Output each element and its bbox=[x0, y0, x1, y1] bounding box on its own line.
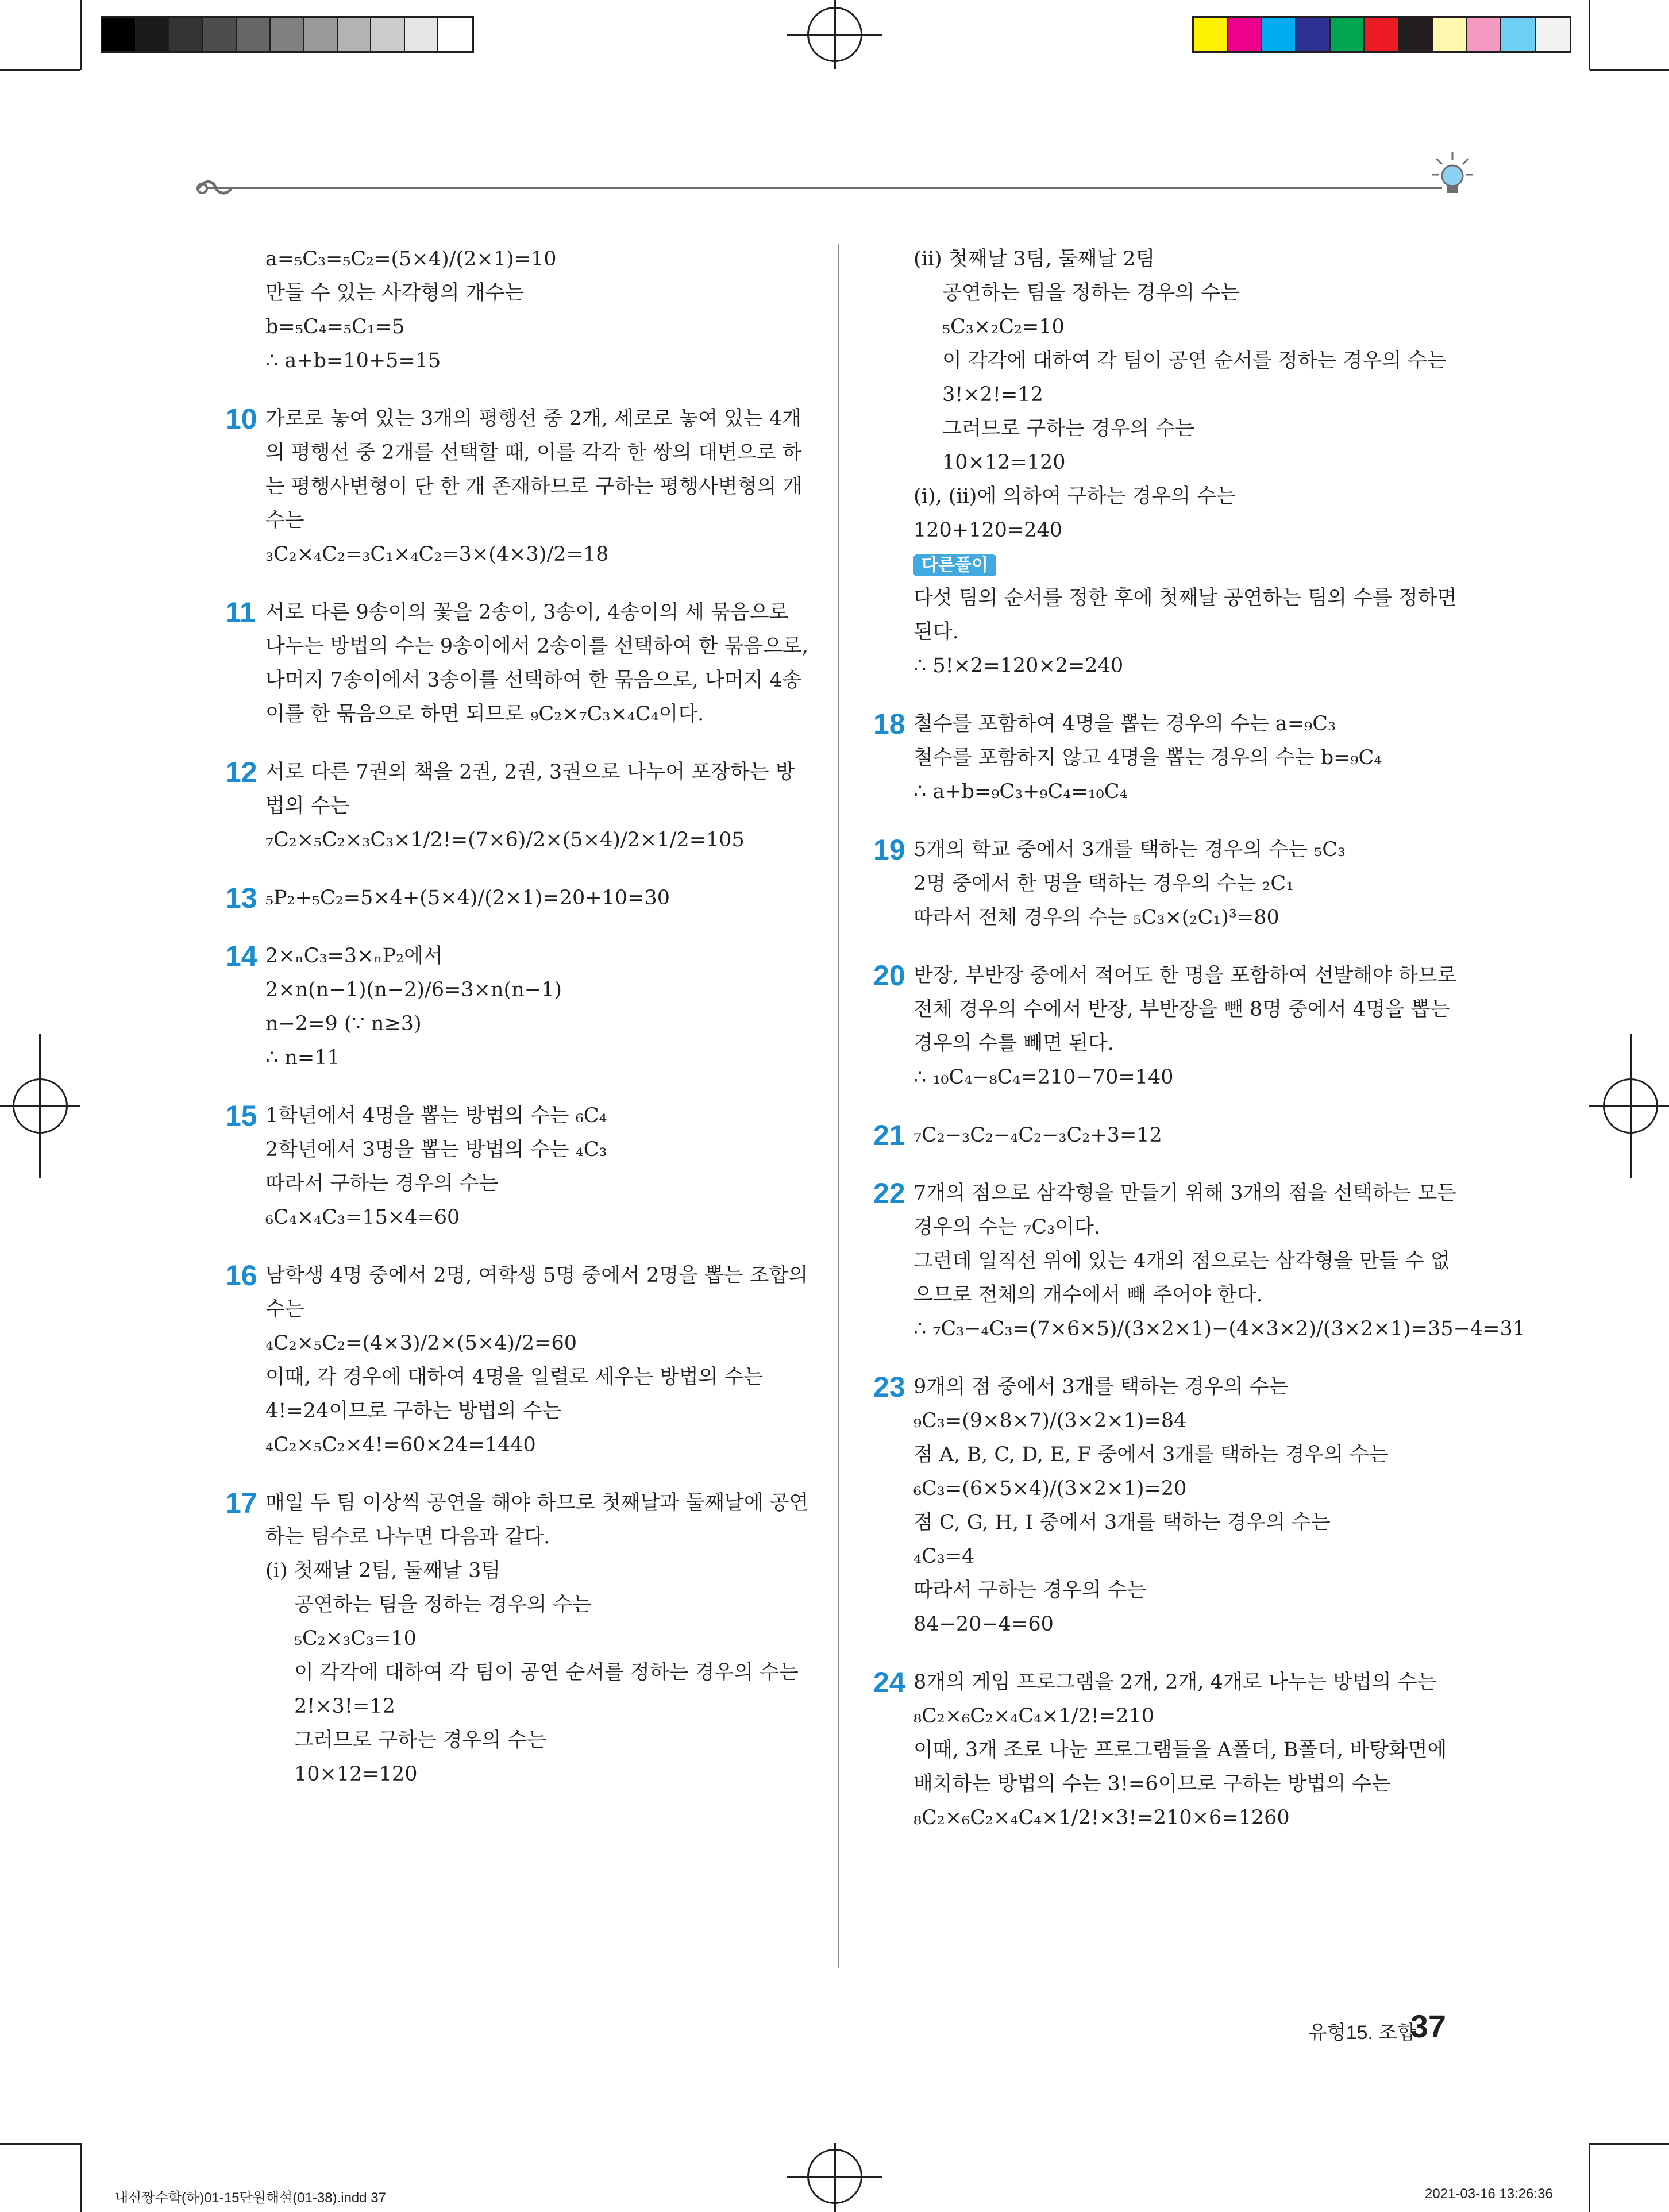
problem-17-continuation bbox=[873, 242, 1457, 683]
solution-line: ₅C₂×₃C₃=10 bbox=[294, 1627, 417, 1650]
intro-line: 만들 수 있는 사각형의 개수는 bbox=[265, 282, 525, 305]
solution-line: 의 평행선 중 2개를 선택할 때, 이를 각각 한 쌍의 대변으로 하 bbox=[265, 441, 802, 464]
solution-line: 그런데 일직선 위에 있는 4개의 점으로는 삼각형을 만들 수 없 bbox=[913, 1250, 1450, 1273]
solution-line: 10×12=120 bbox=[942, 451, 1066, 474]
problem-22 bbox=[873, 1177, 1526, 1346]
problem-15 bbox=[225, 1099, 811, 1235]
color-swatch bbox=[1433, 18, 1467, 51]
intro-line: a=₅C₃=₅C₂=(5×4)/(2×1)=10 bbox=[265, 248, 557, 271]
problem-number: 19 bbox=[873, 834, 905, 866]
crop-mark-top-right-horizontal bbox=[1590, 69, 1669, 71]
solution-line: 경우의 수를 빼면 된다. bbox=[913, 1032, 1114, 1055]
solution-line: ∴ a+b=₉C₃+₉C₄=₁₀C₄ bbox=[913, 780, 1128, 803]
solution-line: 가로로 놓여 있는 3개의 평행선 중 2개, 세로로 놓여 있는 4개 bbox=[265, 407, 802, 430]
solution-line: ₈C₂×₆C₂×₄C₄×1/2!×3!=210×6=1260 bbox=[913, 1806, 1290, 1829]
solution-line: 그러므로 구하는 경우의 수는 bbox=[942, 417, 1195, 440]
solution-line: 경우의 수는 ₇C₃이다. bbox=[913, 1216, 1100, 1239]
solution-line: 따라서 전체 경우의 수는 ₅C₃×(₂C₁)³=80 bbox=[913, 906, 1279, 929]
solution-line: 는 평행사변형이 단 한 개 존재하므로 구하는 평행사변형의 개 bbox=[265, 475, 803, 498]
registration-mark-bottom-v bbox=[834, 2143, 836, 2212]
solution-line: (i), (ii)에 의하여 구하는 경우의 수는 bbox=[913, 485, 1236, 508]
solution-line: ₇C₂−₃C₂−₄C₂−₃C₂+3=12 bbox=[913, 1124, 1162, 1147]
color-swatch bbox=[1331, 18, 1365, 51]
solution-line: ∴ ₁₀C₄−₈C₄=210−70=140 bbox=[913, 1066, 1174, 1089]
solution-line: ₉C₃=(9×8×7)/(3×2×1)=84 bbox=[913, 1409, 1187, 1432]
crop-mark-bottom-left-horizontal bbox=[0, 2143, 80, 2145]
solution-line: ₆C₄×₄C₃=15×4=60 bbox=[265, 1206, 460, 1229]
solution-line: 이때, 3개 조로 나눈 프로그램들을 A폴더, B폴더, 바탕화면에 bbox=[913, 1739, 1447, 1762]
problem-14 bbox=[225, 939, 811, 1075]
intro-line: ∴ a+b=10+5=15 bbox=[265, 349, 441, 372]
solution-line: n−2=9 (∵ n≥3) bbox=[265, 1012, 422, 1035]
gray-swatch bbox=[338, 18, 372, 51]
problem-number: 15 bbox=[225, 1100, 257, 1132]
solution-line: ₆C₃=(6×5×4)/(3×2×1)=20 bbox=[913, 1477, 1187, 1500]
solution-line: 5개의 학교 중에서 3개를 택하는 경우의 수는 ₅C₃ bbox=[913, 838, 1346, 861]
problem-11 bbox=[225, 596, 811, 731]
right-problem-list bbox=[873, 707, 1526, 1835]
solution-line: 법의 수는 bbox=[265, 795, 350, 818]
registration-mark-top-v bbox=[834, 0, 836, 69]
registration-mark-right-v bbox=[1630, 1034, 1632, 1178]
solution-line: 수는 bbox=[265, 509, 304, 532]
gray-swatch bbox=[237, 18, 271, 51]
section-label: 유형15. 조합 bbox=[1308, 2022, 1416, 2044]
problem-number: 14 bbox=[225, 940, 257, 972]
solution-line: 배치하는 방법의 수는 3!=6이므로 구하는 방법의 수는 bbox=[913, 1772, 1391, 1795]
solution-line: 120+120=240 bbox=[913, 519, 1063, 542]
problem-23 bbox=[873, 1370, 1454, 1641]
color-swatch bbox=[1467, 18, 1501, 51]
paperclip-icon bbox=[195, 177, 236, 200]
problem-number: 13 bbox=[225, 882, 257, 914]
solution-line: ∴ 5!×2=120×2=240 bbox=[913, 654, 1124, 677]
solution-line: ₃C₂×₄C₂=₃C₁×₄C₂=3×(4×3)/2=18 bbox=[265, 543, 609, 566]
gray-swatch bbox=[304, 18, 338, 51]
solution-line: 1학년에서 4명을 뽑는 방법의 수는 ₆C₄ bbox=[265, 1104, 607, 1127]
problem-17 bbox=[225, 1486, 811, 1791]
alternate-solution-badge: 다른풀이 bbox=[913, 554, 996, 576]
intro-line: b=₅C₄=₅C₁=5 bbox=[265, 315, 405, 338]
solution-line: 그러므로 구하는 경우의 수는 bbox=[294, 1729, 547, 1752]
solution-line: ₇C₂×₅C₂×₃C₃×1/2!=(7×6)/2×(5×4)/2×1/2=105 bbox=[265, 828, 745, 851]
crop-mark-bottom-right-horizontal bbox=[1590, 2143, 1669, 2145]
crop-mark-top-left-vertical bbox=[80, 0, 82, 70]
case-label: (ii) 첫째날 3팀, 둘째날 2팀 bbox=[913, 248, 1155, 271]
solution-line: ₅P₂+₅C₂=5×4+(5×4)/(2×1)=20+10=30 bbox=[265, 887, 670, 910]
color-swatch bbox=[1194, 18, 1228, 51]
intro-block bbox=[225, 242, 811, 378]
crop-mark-top-left-horizontal bbox=[0, 69, 80, 71]
crop-mark-bottom-left-vertical bbox=[80, 2143, 82, 2212]
solution-line: 8개의 게임 프로그램을 2개, 2개, 4개로 나누는 방법의 수는 bbox=[913, 1671, 1437, 1694]
problem-24 bbox=[873, 1666, 1454, 1835]
solution-line: 이를 한 묶음으로 하면 되므로 ₉C₂×₇C₃×₄C₄이다. bbox=[265, 703, 704, 726]
solution-line: ∴ ₇C₃−₄C₃=(7×6×5)/(3×2×1)−(4×3×2)/(3×2×1)=35−4=31 bbox=[913, 1317, 1526, 1340]
cmyk-color-bar bbox=[1192, 16, 1571, 53]
solution-line: 이 각각에 대하여 각 팀이 공연 순서를 정하는 경우의 수는 bbox=[294, 1661, 799, 1684]
solution-line: 다섯 팀의 순서를 정한 후에 첫째날 공연하는 팀의 수를 정하면 bbox=[913, 587, 1457, 610]
solution-line: 매일 두 팀 이상씩 공연을 해야 하므로 첫째날과 둘째날에 공연 bbox=[265, 1492, 809, 1515]
solution-line: 2×n(n−1)(n−2)/6=3×n(n−1) bbox=[265, 978, 562, 1001]
problem-number: 16 bbox=[225, 1259, 257, 1292]
solution-line: ₄C₂×₅C₂×4!=60×24=1440 bbox=[265, 1433, 536, 1456]
column-divider bbox=[838, 244, 839, 1968]
solution-line: 3!×2!=12 bbox=[942, 383, 1043, 406]
print-timestamp: 2021-03-16 13:26:36 bbox=[1425, 2186, 1553, 2202]
gray-swatch bbox=[136, 18, 170, 51]
solution-line: 10×12=120 bbox=[294, 1763, 418, 1786]
problem-20 bbox=[873, 959, 1457, 1095]
gray-swatch bbox=[102, 18, 136, 51]
left-problem-list bbox=[225, 402, 811, 1791]
solution-line: (i) 첫째날 2팀, 둘째날 3팀 bbox=[265, 1559, 501, 1582]
header-rule bbox=[207, 187, 1442, 189]
solution-line: 2!×3!=12 bbox=[294, 1695, 395, 1718]
registration-mark-left-v bbox=[39, 1034, 41, 1178]
color-swatch bbox=[1228, 18, 1262, 51]
left-column bbox=[225, 242, 811, 1816]
problem-number: 21 bbox=[873, 1119, 905, 1151]
problem-number: 10 bbox=[225, 403, 257, 435]
solution-line: 점 A, B, C, D, E, F 중에서 3개를 택하는 경우의 수는 bbox=[913, 1443, 1389, 1466]
solution-line: 따라서 구하는 경우의 수는 bbox=[265, 1172, 499, 1195]
gray-swatch bbox=[169, 18, 203, 51]
problem-number: 17 bbox=[225, 1487, 257, 1519]
problem-10 bbox=[225, 402, 811, 572]
problem-18 bbox=[873, 707, 1454, 809]
gray-swatch bbox=[405, 18, 439, 51]
color-swatch bbox=[1399, 18, 1433, 51]
crop-mark-top-right-vertical bbox=[1589, 0, 1590, 70]
gray-swatch bbox=[203, 18, 237, 51]
problem-number: 22 bbox=[873, 1177, 905, 1209]
color-swatch bbox=[1501, 18, 1535, 51]
solution-line: 공연하는 팀을 정하는 경우의 수는 bbox=[942, 282, 1240, 305]
color-swatch bbox=[1262, 18, 1296, 51]
page-number: 37 bbox=[1410, 2008, 1446, 2044]
solution-line: 이 각각에 대하여 각 팀이 공연 순서를 정하는 경우의 수는 bbox=[942, 349, 1447, 372]
solution-line: 반장, 부반장 중에서 적어도 한 명을 포함하여 선발해야 하므로 bbox=[913, 964, 1457, 987]
solution-line: ₈C₂×₆C₂×₄C₄×1/2!=210 bbox=[913, 1705, 1155, 1728]
registration-mark-right-h bbox=[1589, 1105, 1669, 1107]
color-swatch bbox=[1296, 18, 1330, 51]
solution-line: 된다. bbox=[913, 621, 959, 643]
solution-line: 서로 다른 9송이의 꽃을 2송이, 3송이, 4송이의 세 묶음으로 bbox=[265, 601, 789, 624]
gray-swatch bbox=[271, 18, 304, 51]
problem-number: 11 bbox=[225, 596, 256, 629]
solution-line: 철수를 포함하지 않고 4명을 뽑는 경우의 수는 b=₉C₄ bbox=[913, 746, 1382, 769]
solution-line: ₄C₃=4 bbox=[913, 1545, 975, 1568]
solution-line: 점 C, G, H, I 중에서 3개를 택하는 경우의 수는 bbox=[913, 1511, 1331, 1534]
solution-line: 철수를 포함하여 4명을 뽑는 경우의 수는 a=₉C₃ bbox=[913, 712, 1336, 735]
problem-19 bbox=[873, 833, 1454, 935]
problem-number: 18 bbox=[873, 708, 905, 740]
solution-line: 7개의 점으로 삼각형을 만들기 위해 3개의 점을 선택하는 모든 bbox=[913, 1182, 1456, 1205]
solution-line: ₅C₃×₂C₂=10 bbox=[942, 315, 1065, 338]
solution-line: 2×ₙC₃=3×ₙP₂에서 bbox=[265, 945, 443, 968]
solution-line: 2학년에서 3명을 뽑는 방법의 수는 ₄C₃ bbox=[265, 1138, 607, 1161]
solution-line: 으므로 전체의 개수에서 빼 주어야 한다. bbox=[913, 1284, 1263, 1307]
color-swatch bbox=[1365, 18, 1398, 51]
problem-12 bbox=[225, 756, 811, 857]
solution-line: 따라서 구하는 경우의 수는 bbox=[913, 1579, 1147, 1602]
solution-line: 하는 팀수로 나누면 다음과 같다. bbox=[265, 1525, 550, 1548]
right-column bbox=[873, 242, 1526, 1859]
problem-number: 24 bbox=[873, 1666, 905, 1698]
solution-line: 84−20−4=60 bbox=[913, 1613, 1054, 1636]
solution-line: 나누는 방법의 수는 9송이에서 2송이를 선택하여 한 묶음으로, bbox=[265, 635, 808, 658]
solution-line: 4!=24이므로 구하는 방법의 수는 bbox=[265, 1400, 562, 1423]
problem-13 bbox=[225, 881, 811, 915]
solution-line: 공연하는 팀을 정하는 경우의 수는 bbox=[294, 1593, 592, 1616]
solution-line: 수는 bbox=[265, 1298, 304, 1321]
solution-line: ∴ n=11 bbox=[265, 1046, 340, 1069]
grayscale-color-bar bbox=[101, 16, 474, 53]
color-swatch bbox=[1536, 18, 1570, 51]
file-slug: 내신짱수학(하)01-15단원해설(01-38).indd 37 bbox=[115, 2190, 386, 2206]
solution-line: 서로 다른 7권의 책을 2권, 2권, 3권으로 나누어 포장하는 방 bbox=[265, 761, 795, 784]
lightbulb-icon bbox=[1429, 148, 1475, 200]
problem-16 bbox=[225, 1259, 811, 1462]
problem-number: 23 bbox=[873, 1371, 905, 1403]
gray-swatch bbox=[438, 18, 472, 51]
solution-line: 전체 경우의 수에서 반장, 부반장을 뺀 8명 중에서 4명을 뽑는 bbox=[913, 998, 1450, 1021]
problem-21 bbox=[873, 1119, 1454, 1153]
problem-number: 20 bbox=[873, 959, 905, 992]
gray-swatch bbox=[371, 18, 405, 51]
solution-line: 이때, 각 경우에 대하여 4명을 일렬로 세우는 방법의 수는 bbox=[265, 1366, 764, 1389]
solution-line: 9개의 점 중에서 3개를 택하는 경우의 수는 bbox=[913, 1375, 1289, 1398]
crop-mark-bottom-right-vertical bbox=[1589, 2143, 1590, 2212]
solution-line: ₄C₂×₅C₂=(4×3)/2×(5×4)/2=60 bbox=[265, 1332, 577, 1355]
solution-line: 나머지 7송이에서 3송이를 선택하여 한 묶음으로, 나머지 4송 bbox=[265, 669, 802, 692]
solution-line: 2명 중에서 한 명을 택하는 경우의 수는 ₂C₁ bbox=[913, 872, 1294, 895]
solution-line: 남학생 4명 중에서 2명, 여학생 5명 중에서 2명을 뽑는 조합의 bbox=[265, 1264, 808, 1287]
problem-number: 12 bbox=[225, 756, 257, 788]
